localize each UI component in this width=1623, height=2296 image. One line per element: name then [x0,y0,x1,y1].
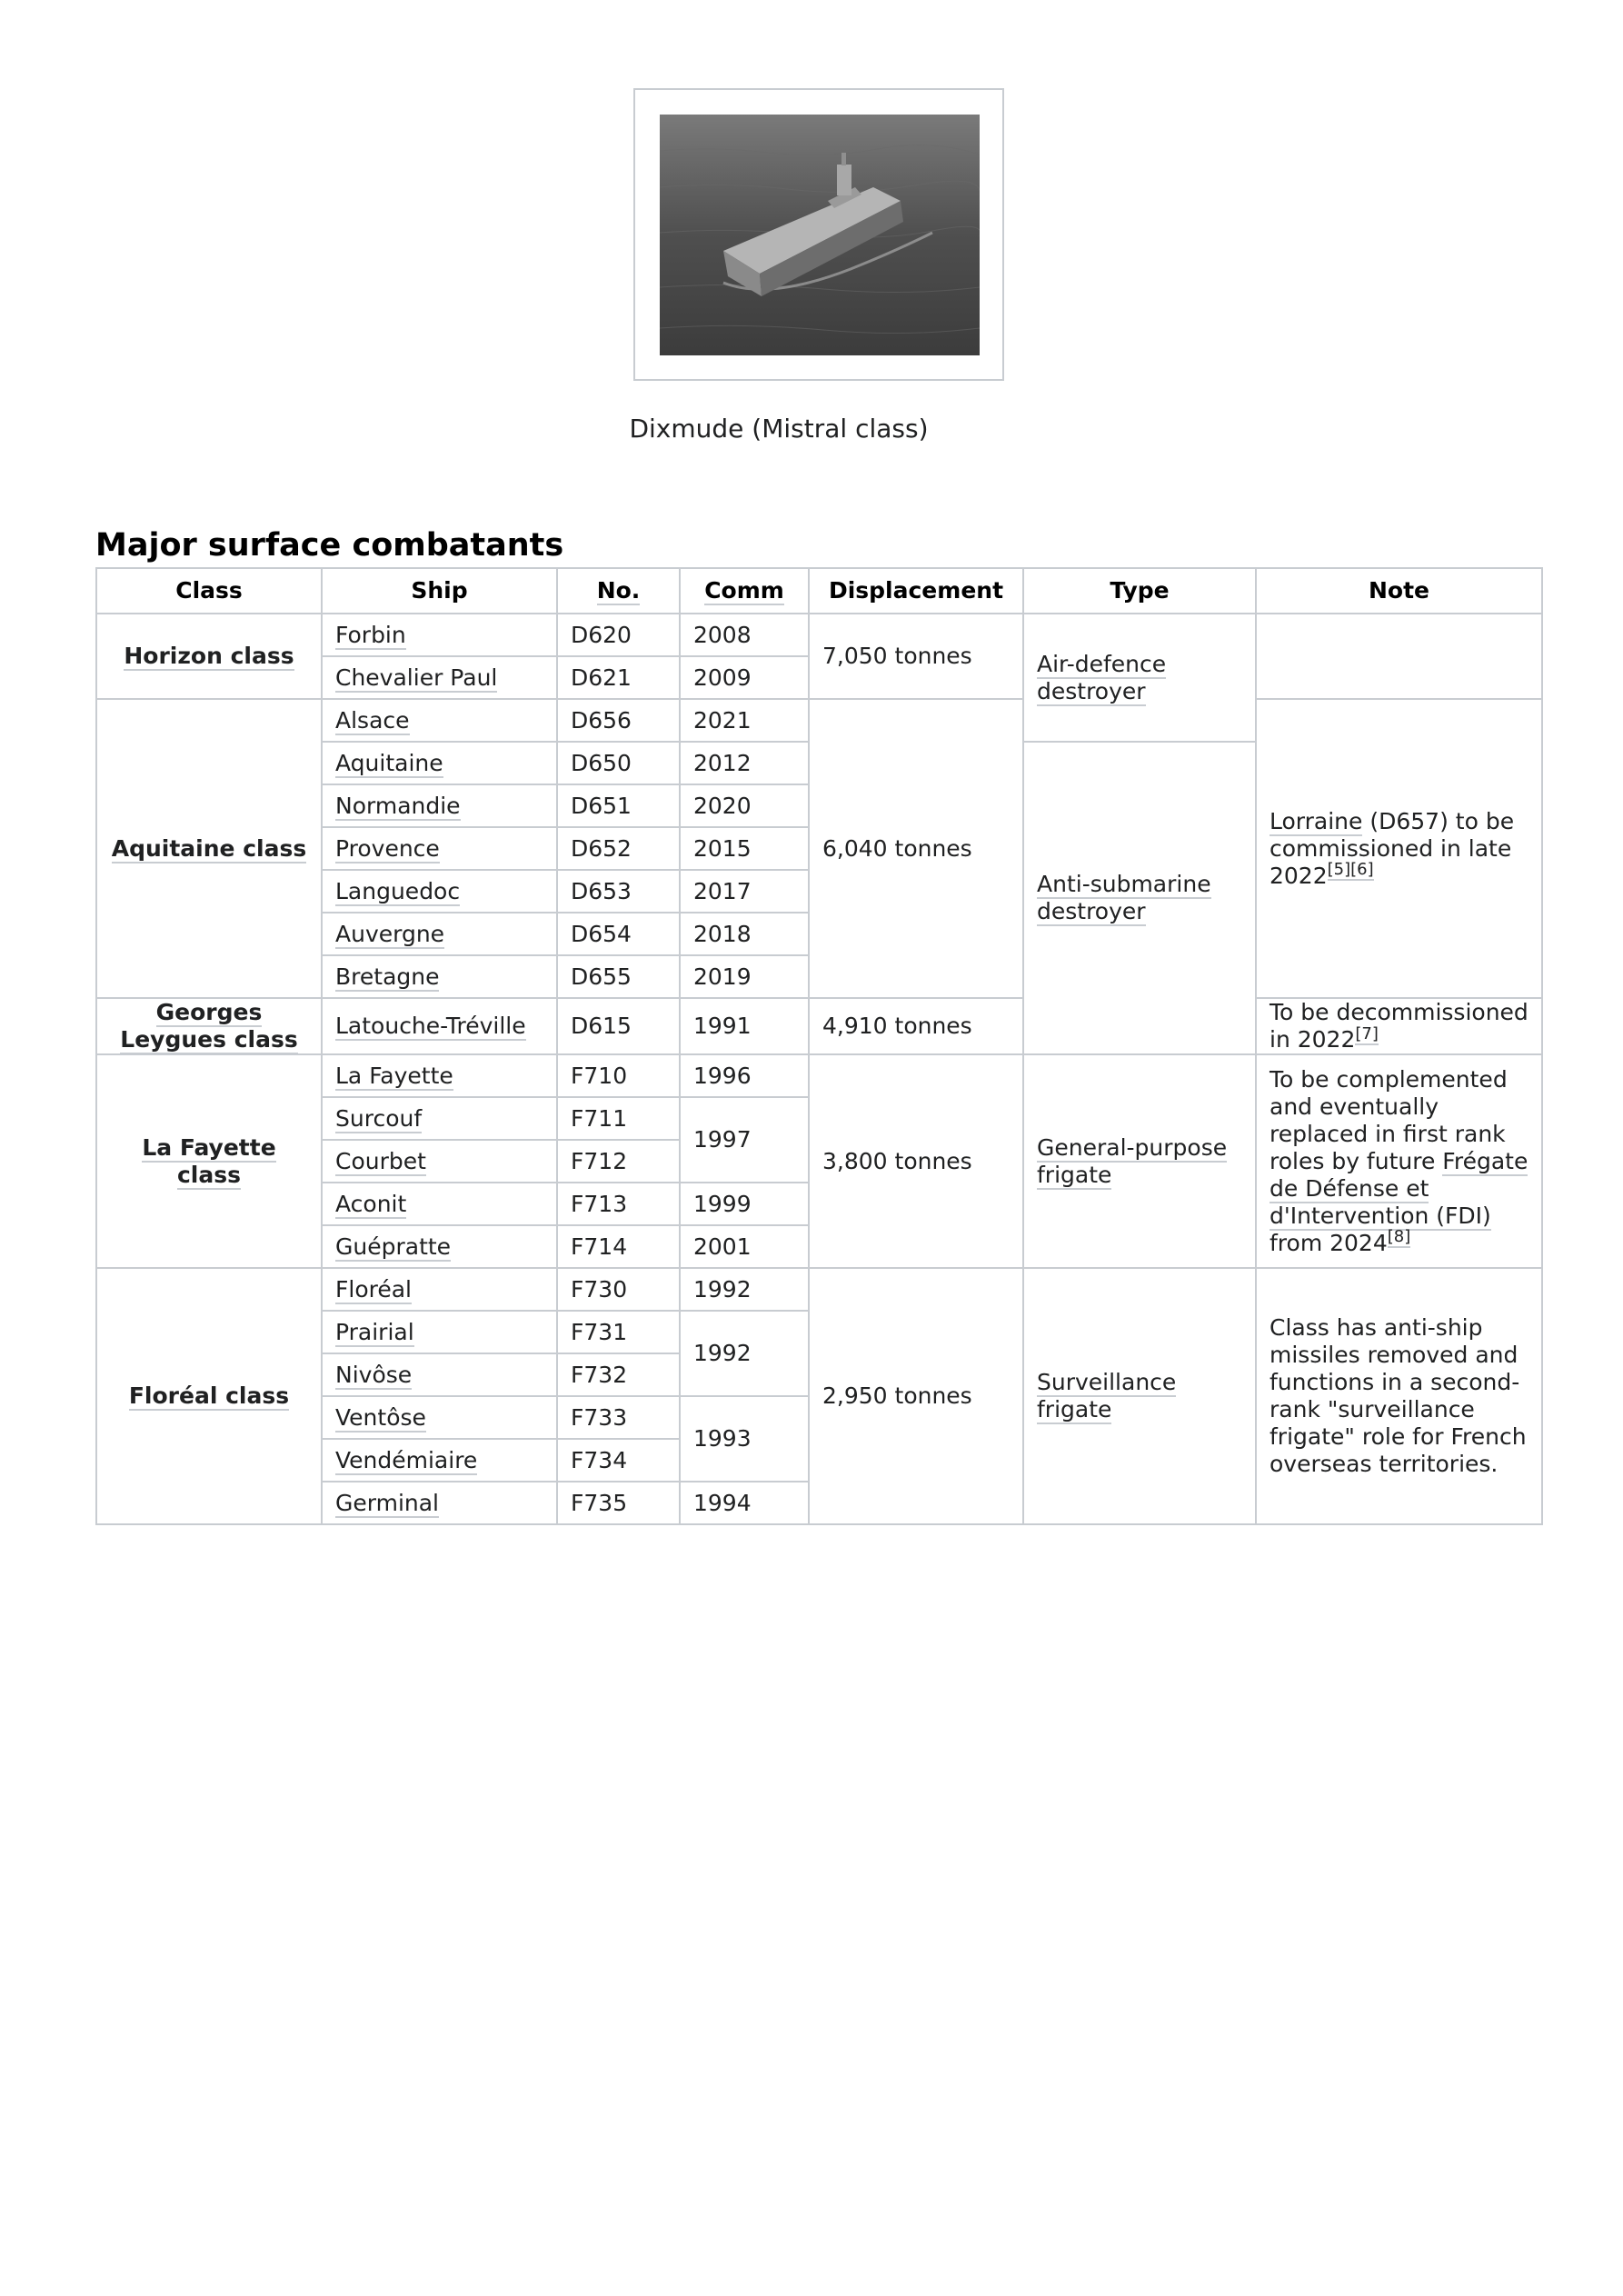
ship-cell [322,699,557,742]
table-row [96,998,1542,1054]
ship-cell [322,827,557,870]
ship-link[interactable]: Chevalier Paul [335,664,498,691]
comm-cell: 2009 [680,656,809,699]
comm-cell: 2020 [680,784,809,827]
number-cell: F712 [557,1140,680,1183]
class-cell [96,1054,322,1268]
ship-link[interactable]: Provence [335,834,440,862]
table-row [96,1054,1542,1097]
ship-cell [322,1268,557,1311]
class-cell [96,1268,322,1524]
comm-cell: 2001 [680,1225,809,1268]
number-cell: F732 [557,1353,680,1396]
ship-link[interactable]: Bretagne [335,963,440,990]
ship-cell [322,1097,557,1140]
number-cell: D654 [557,913,680,955]
ship-cell [322,1311,557,1353]
comm-cell: 2019 [680,955,809,998]
note-cell [1256,699,1542,998]
ship-link[interactable]: Aquitaine [335,749,443,776]
class-link[interactable]: Horizon class [124,643,294,669]
comm-cell: 1992 [680,1311,809,1396]
ship-link[interactable]: Alsace [335,706,410,734]
comm-cell: 2012 [680,742,809,784]
number-cell: D653 [557,870,680,913]
ship-cell [322,656,557,699]
comm-cell: 2018 [680,913,809,955]
displacement-cell: 7,050 tonnes [809,614,1023,699]
col-header-no[interactable] [557,568,680,614]
class-cell [96,614,322,699]
note-cell [1256,998,1542,1054]
type-cell [1023,742,1256,1054]
ship-cell [322,742,557,784]
comm-cell: 2015 [680,827,809,870]
class-cell [96,998,322,1054]
ship-cell [322,1225,557,1268]
ship-cell [322,913,557,955]
note-link[interactable]: Frégate de Défense et d'Intervention (FDI) [1270,1147,1528,1229]
reference-link[interactable]: [5][6] [1327,860,1374,880]
ship-cell [322,955,557,998]
ship-link[interactable]: Nivôse [335,1361,413,1388]
note-cell: Class has anti-ship missiles removed and functions in a second-rank "surveillance frigate" role for French overseas territories. [1256,1268,1542,1524]
table-row [96,699,1542,742]
number-cell: D650 [557,742,680,784]
number-cell: D621 [557,656,680,699]
class-cell [96,699,322,998]
class-link[interactable]: Aquitaine class [111,834,307,862]
comm-cell: 1999 [680,1183,809,1225]
reference-link[interactable]: [7] [1355,1023,1379,1043]
number-cell: F713 [557,1183,680,1225]
type-cell [1023,614,1256,742]
ship-cell [322,870,557,913]
type-link[interactable]: General-purpose frigate [1037,1133,1228,1188]
type-cell [1023,1268,1256,1524]
ship-link[interactable]: Surcouf [335,1104,423,1132]
note-text: from 2024 [1270,1229,1388,1256]
ship-link[interactable]: Ventôse [335,1403,426,1431]
number-cell: D615 [557,998,680,1054]
type-link[interactable]: Air-defence destroyer [1037,650,1167,704]
ship-cell [322,1140,557,1183]
table-row [96,1268,1542,1311]
note-link[interactable]: Lorraine [1270,807,1363,834]
ship-cell [322,1183,557,1225]
section-heading: Major surface combatants [95,527,564,564]
displacement-cell: 4,910 tonnes [809,998,1023,1054]
col-header-no-link[interactable]: No. [596,577,641,604]
ship-cell [322,784,557,827]
ship-link[interactable]: Germinal [335,1489,440,1516]
ship-link[interactable]: Latouche-Tréville [335,1013,526,1039]
ship-cell [322,1353,557,1396]
type-link[interactable]: Anti-submarine destroyer [1037,871,1211,924]
displacement-cell: 2,950 tonnes [809,1268,1023,1524]
col-header-class[interactable]: Class [96,568,322,614]
number-cell: F714 [557,1225,680,1268]
type-cell [1023,1054,1256,1268]
col-header-note[interactable]: Note [1256,568,1542,614]
table-row [96,614,1542,656]
comm-cell: 1991 [680,998,809,1054]
comm-cell: 1997 [680,1097,809,1183]
col-header-displacement[interactable]: Displacement [809,568,1023,614]
type-link[interactable]: Surveillance frigate [1037,1369,1177,1423]
comm-cell: 2017 [680,870,809,913]
figure-frame [633,88,1004,381]
comm-cell: 2021 [680,699,809,742]
col-header-comm[interactable] [680,568,809,614]
class-link[interactable]: La Fayette class [142,1133,276,1188]
ship-link[interactable]: Vendémiaire [335,1446,478,1473]
ship-link[interactable]: La Fayette [335,1062,453,1089]
ship-link[interactable]: Aconit [335,1190,407,1217]
ship-cell [322,1482,557,1524]
note-text: To be decommissioned in 2022 [1270,999,1528,1053]
number-cell: F710 [557,1054,680,1097]
figure-caption: Dixmude (Mistral class) [629,414,929,444]
comm-cell: 1992 [680,1268,809,1311]
ships-table [95,567,1543,1525]
col-header-type[interactable]: Type [1023,568,1256,614]
ship-photo[interactable] [660,115,980,355]
note-text: To be complemented and eventually replaced in first rank roles by future [1270,1065,1508,1174]
displacement-cell: 6,040 tonnes [809,699,1023,998]
displacement-cell: 3,800 tonnes [809,1054,1023,1268]
comm-cell: 1993 [680,1396,809,1482]
col-header-comm-link[interactable]: Comm [704,577,784,604]
number-cell: D652 [557,827,680,870]
ship-link[interactable]: Prairial [335,1318,414,1345]
ship-photo-image [660,115,980,355]
number-cell: F731 [557,1311,680,1353]
number-cell: F735 [557,1482,680,1524]
number-cell: D655 [557,955,680,998]
number-cell: F730 [557,1268,680,1311]
ship-link[interactable]: Floréal [335,1275,412,1303]
ship-link[interactable]: Forbin [335,621,406,648]
class-link[interactable]: Georges Leygues class [120,999,298,1053]
ship-cell [322,614,557,656]
ship-cell [322,1054,557,1097]
comm-cell: 1994 [680,1482,809,1524]
note-text: (D657) to be commissioned in late 2022 [1270,807,1515,889]
number-cell: F711 [557,1097,680,1140]
number-cell: D620 [557,614,680,656]
number-cell: F734 [557,1439,680,1482]
ship-link[interactable]: Languedoc [335,877,461,904]
ship-link[interactable]: Auvergne [335,920,445,947]
class-link[interactable]: Floréal class [128,1383,290,1409]
ship-link[interactable]: Courbet [335,1147,426,1174]
ship-cell [322,1396,557,1439]
ship-link[interactable]: Guépratte [335,1233,452,1260]
comm-cell: 1996 [680,1054,809,1097]
comm-cell: 2008 [680,614,809,656]
ship-cell [322,1439,557,1482]
number-cell: F733 [557,1396,680,1439]
ship-cell [322,998,557,1054]
col-header-ship[interactable]: Ship [322,568,557,614]
note-cell-empty [1256,614,1542,699]
number-cell: D651 [557,784,680,827]
ship-link[interactable]: Normandie [335,792,461,819]
number-cell: D656 [557,699,680,742]
table-header-row [96,568,1542,614]
reference-link[interactable]: [8] [1387,1227,1411,1247]
note-cell [1256,1054,1542,1268]
